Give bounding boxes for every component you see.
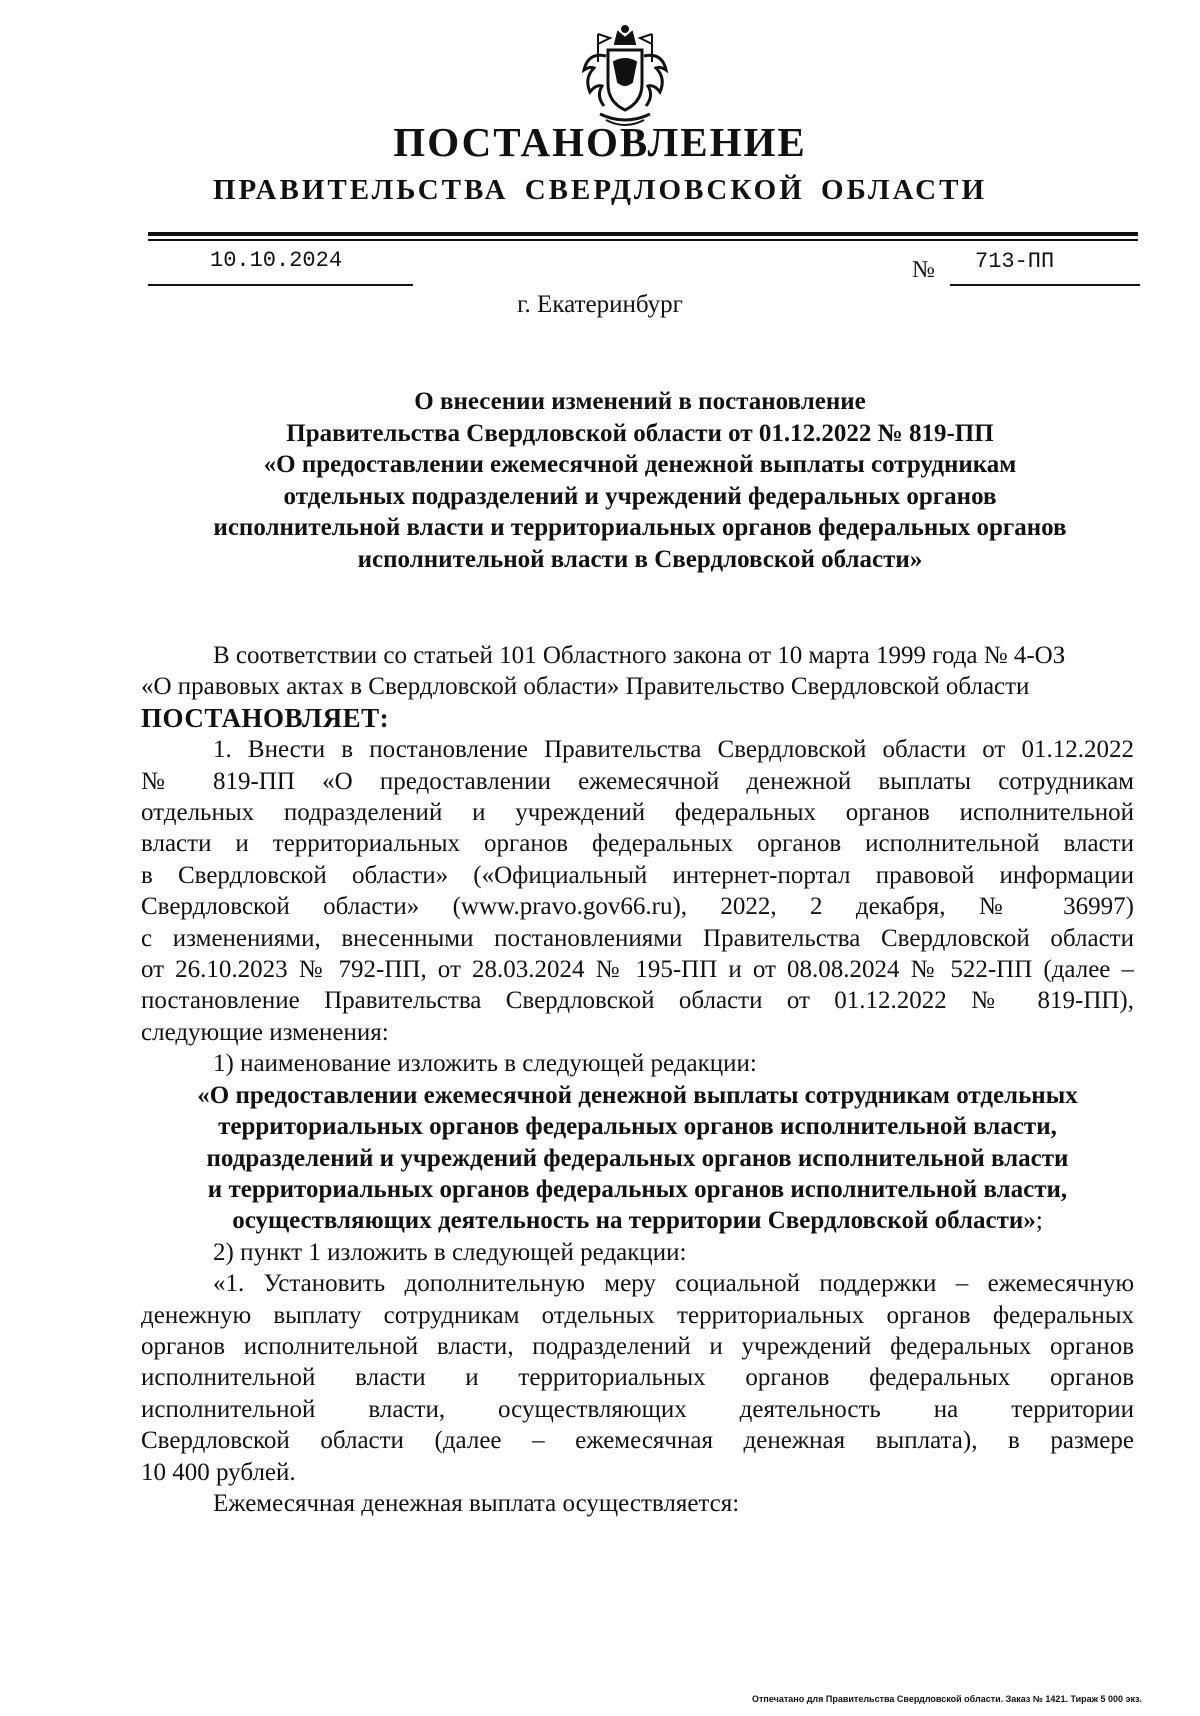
title-line: отдельных подразделений и учреждений федеральных органов [283, 482, 997, 510]
new-item-1-quote [141, 1268, 1134, 1488]
paragraph-line: отдельных подразделений и учреждений федеральных органов исполнительной [141, 799, 1134, 827]
paragraph-line: 1. Внести в постановление Правительства Свердловской области от 01.12.2022 [213, 736, 1134, 764]
issuing-authority-heading: ПРАВИТЕЛЬСТВА СВЕРДЛОВСКОЙ ОБЛАСТИ [212, 174, 988, 206]
document-body [141, 640, 1134, 1519]
quote-line: и территориальных органов федеральных органов исполнительной власти, [207, 1175, 1068, 1203]
paragraph-line: с изменениями, внесенными постановлениями Правительства Свердловской области [141, 924, 1134, 952]
date-underline [148, 284, 413, 286]
paragraph-line: Свердловской области (далее – ежемесячная денежная выплата), в размере [141, 1427, 1134, 1455]
quote-line: «О предоставлении ежемесячной денежной выплаты сотрудникам отдельных [197, 1081, 1078, 1109]
new-title-quote [141, 1080, 1134, 1237]
document-date: 10.10.2024 [210, 248, 343, 273]
preamble-line: «О правовых актах в Свердловской области» Правительство Свердловской области [141, 673, 1030, 701]
paragraph-line: № 819-ПП «О предоставлении ежемесячной денежной выплаты сотрудникам [141, 767, 1134, 795]
coat-of-arms-icon [570, 22, 680, 132]
paragraph-line: следующие изменения: [141, 1018, 389, 1046]
preamble-line: В соответствии со статьей 101 Областного закона от 10 марта 1999 года № 4-ОЗ [213, 642, 1066, 669]
title-line: исполнительной власти и территориальных органов федеральных органов [213, 514, 1067, 542]
subitem-1: 1) наименование изложить в следующей редакции: [213, 1050, 757, 1078]
header-divider-thin [148, 239, 1138, 241]
paragraph-line: в Свердловской области» («Официальный интернет-портал правовой информации [141, 861, 1134, 889]
title-line: «О предоставлении ежемесячной денежной выплаты сотрудникам [263, 451, 1017, 479]
paragraph-line: Свердловской области» (www.pravo.gov66.ru), 2022, 2 декабря, № 36997) [141, 893, 1134, 921]
quote-line: территориальных органов федеральных органов исполнительной власти, [218, 1113, 1057, 1141]
quote-text: осуществляющих деятельность на территории Свердловской области» [232, 1207, 1036, 1235]
title-line: О внесении изменений в постановление [414, 388, 866, 415]
paragraph-line: денежную выплату сотрудникам отдельных территориальных органов федеральных [141, 1301, 1134, 1329]
document-title [160, 386, 1120, 576]
paragraph-line: исполнительной власти, осуществляющих деятельность на территории [141, 1395, 1134, 1423]
quote-line-last [141, 1205, 1134, 1236]
paragraph-line: органов исполнительной власти, подразделений и учреждений федеральных органов [141, 1332, 1134, 1360]
print-note: Отпечатано для Правительства Свердловской области. Заказ № 1421. Тираж 5 000 экз. [752, 1694, 1142, 1704]
item-1-paragraph [141, 734, 1134, 1048]
quote-tail: ; [1035, 1207, 1043, 1235]
paragraph-line: «1. Установить дополнительную меру социальной поддержки – ежемесячную [213, 1270, 1134, 1298]
title-line: исполнительной власти в Свердловской области» [357, 545, 923, 573]
decree-word: ПОСТАНОВЛЯЕТ: [141, 702, 390, 733]
paragraph-line: 10 400 рублей. [141, 1458, 296, 1486]
header-divider-thick [148, 232, 1138, 236]
paragraph-line: власти и территориальных органов федеральных органов исполнительной власти [141, 830, 1134, 858]
number-sign: № [912, 257, 935, 283]
title-line: Правительства Свердловской области от 01.12.2022 № 819-ПП [286, 419, 994, 447]
quote-line: подразделений и учреждений федеральных органов исполнительной власти [206, 1144, 1069, 1172]
subitem-2: 2) пункт 1 изложить в следующей редакции: [213, 1238, 687, 1266]
number-underline [950, 284, 1140, 286]
paragraph-line: постановление Правительства Свердловской области от 01.12.2022 № 819-ПП), [141, 987, 1134, 1015]
continuation-line: Ежемесячная денежная выплата осуществляется: [213, 1489, 740, 1517]
document-number: 713-ПП [975, 249, 1055, 274]
paragraph-line: исполнительной власти и территориальных органов федеральных органов [141, 1364, 1134, 1392]
paragraph-line: от 26.10.2023 № 792-ПП, от 28.03.2024 № 195-ПП и от 08.08.2024 № 522-ПП (далее – [141, 956, 1134, 984]
document-type-heading: ПОСТАНОВЛЕНИЕ [393, 119, 807, 165]
document-city: г. Екатеринбург [517, 291, 683, 318]
